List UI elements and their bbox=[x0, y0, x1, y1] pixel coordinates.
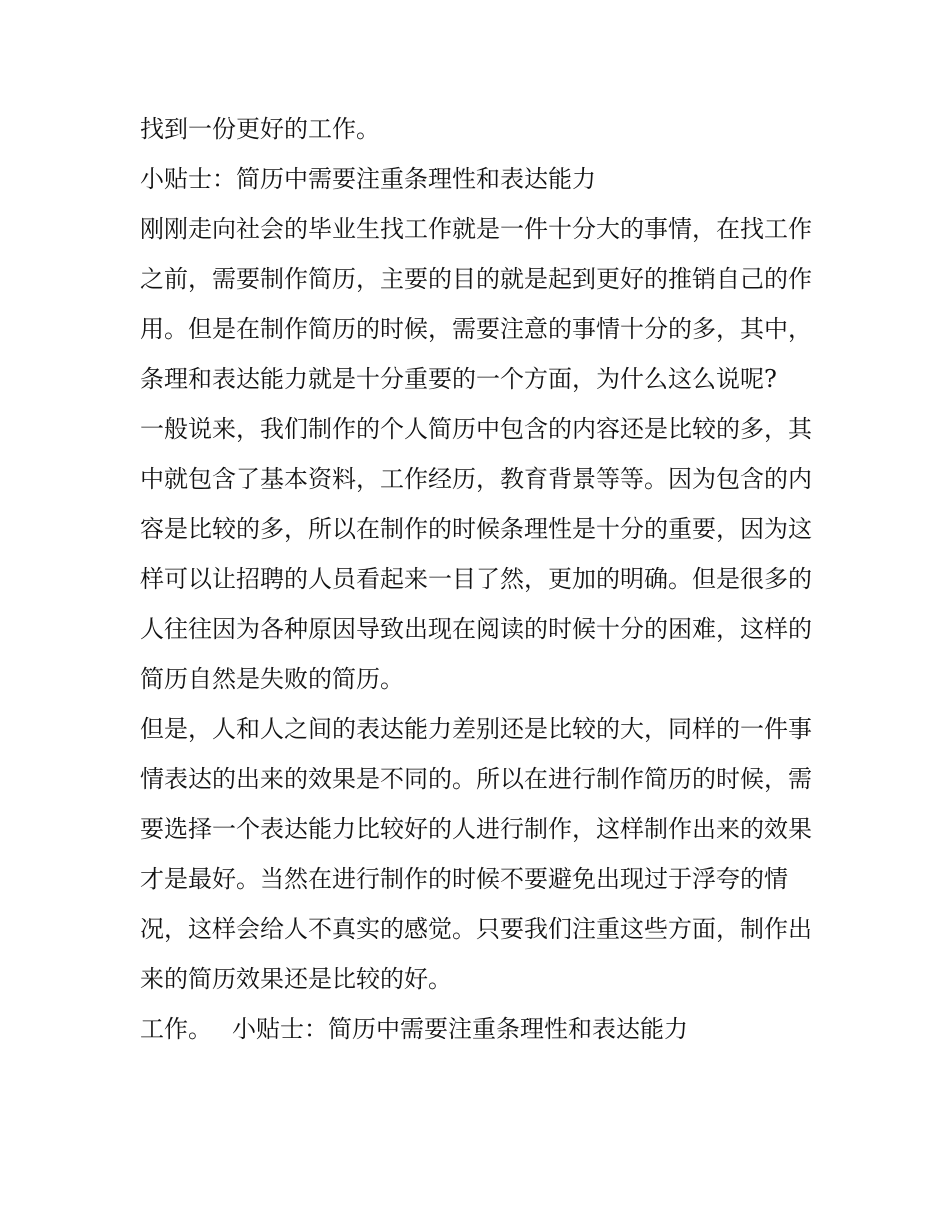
final-line-part-2: 小贴士：简历中需要注重条理性和表达能力 bbox=[232, 1015, 688, 1043]
paragraph-graduates: 刚刚走向社会的毕业生找工作就是一件十分大的事情，在找工作之前，需要制作简历，主要的目的就是起到更好的推销自己的作用。但是在制作简历的时候，需要注意的事情十分的多，其中，条理和表达能力就是十分重要的一个方面，为什么这么说呢? bbox=[140, 215, 812, 393]
tip-heading: 小贴士：简历中需要注重条理性和表达能力 bbox=[140, 165, 596, 193]
paragraph-intro-fragment: 找到一份更好的工作。 bbox=[140, 115, 380, 143]
final-line bbox=[140, 1004, 812, 1054]
final-line-part-1: 工作。 bbox=[140, 1015, 212, 1043]
paragraph-resume-content: 一般说来，我们制作的个人简历中包含的内容还是比较的多，其中就包含了基本资料，工作经历，教育背景等等。因为包含的内容是比较的多，所以在制作的时候条理性是十分的重要，因为这样可以让招聘的人员看起来一目了然，更加的明确。但是很多的人往往因为各种原因导致出现在阅读的时候十分的困难，这样的简历自然是失败的简历。 bbox=[140, 415, 812, 693]
paragraph-expression-ability: 但是，人和人之间的表达能力差别还是比较的大，同样的一件事情表达的出来的效果是不同的。所以在进行制作简历的时候，需要选择一个表达能力比较好的人进行制作，这样制作出来的效果才是最好。当然在进行制作的时候不要避免出现过于浮夸的情况，这样会给人不真实的感觉。只要我们注重这些方面，制作出来的简历效果还是比较的好。 bbox=[140, 715, 812, 993]
document-body bbox=[140, 104, 812, 1054]
